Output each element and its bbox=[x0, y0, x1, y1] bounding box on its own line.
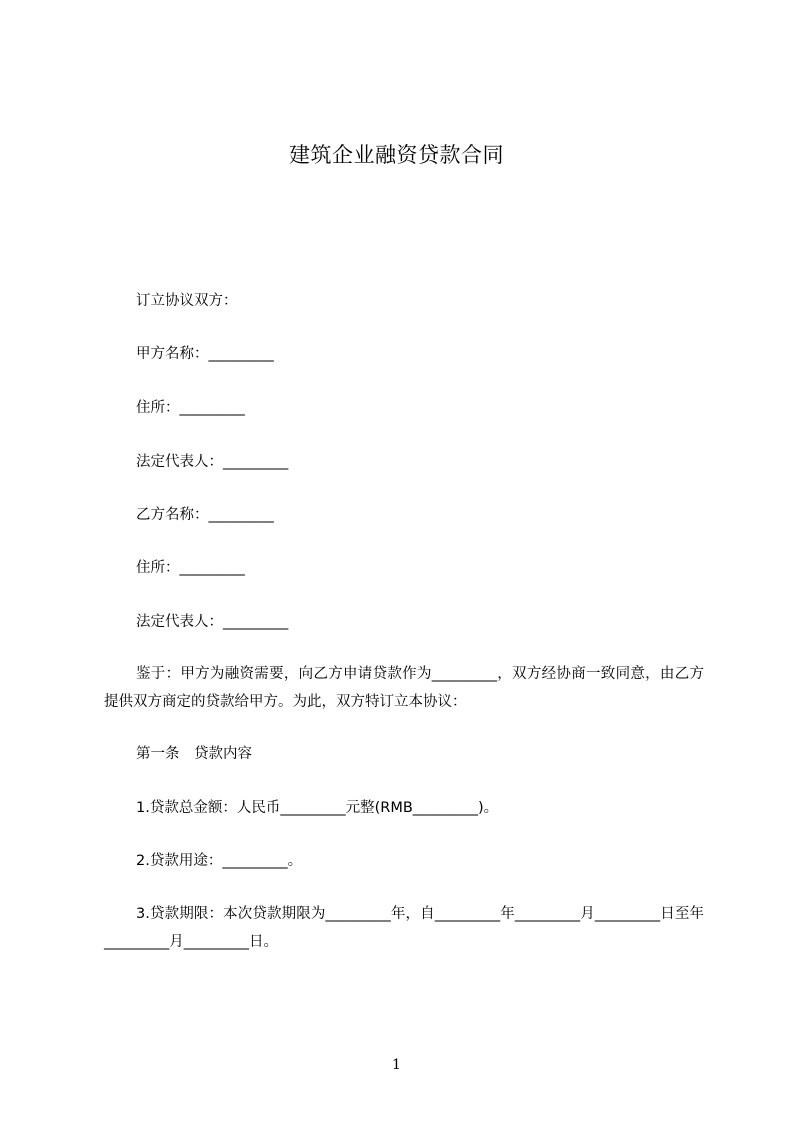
page-number: 1 bbox=[392, 1057, 401, 1073]
loan-term-clause: 3.贷款期限：本次贷款期限为_________年，自_________年_________月_________日至年_________月_________日。 bbox=[104, 906, 704, 950]
article-1-heading: 第一条 贷款内容 bbox=[136, 746, 252, 762]
preamble-paragraph: 鉴于：甲方为融资需要，向乙方申请贷款作为_________，双方经协商一致同意，由乙方提供双方商定的贷款给甲方。为此，双方特订立本协议： bbox=[104, 666, 704, 710]
party-b-representative-field: 法定代表人：_________ bbox=[136, 614, 289, 630]
document-title: 建筑企业融资贷款合同 bbox=[289, 143, 504, 167]
loan-purpose-clause: 2.贷款用途：_________。 bbox=[136, 853, 303, 869]
party-b-name-field: 乙方名称：_________ bbox=[136, 507, 274, 523]
party-a-address-field: 住所：_________ bbox=[136, 400, 245, 416]
parties-intro: 订立协议双方： bbox=[136, 293, 238, 309]
party-a-representative-field: 法定代表人：_________ bbox=[136, 454, 289, 470]
party-b-address-field: 住所：_________ bbox=[136, 560, 245, 576]
loan-amount-clause: 1.贷款总金额：人民币_________元整(RMB_________)。 bbox=[136, 800, 499, 816]
party-a-name-field: 甲方名称：_________ bbox=[136, 346, 274, 362]
